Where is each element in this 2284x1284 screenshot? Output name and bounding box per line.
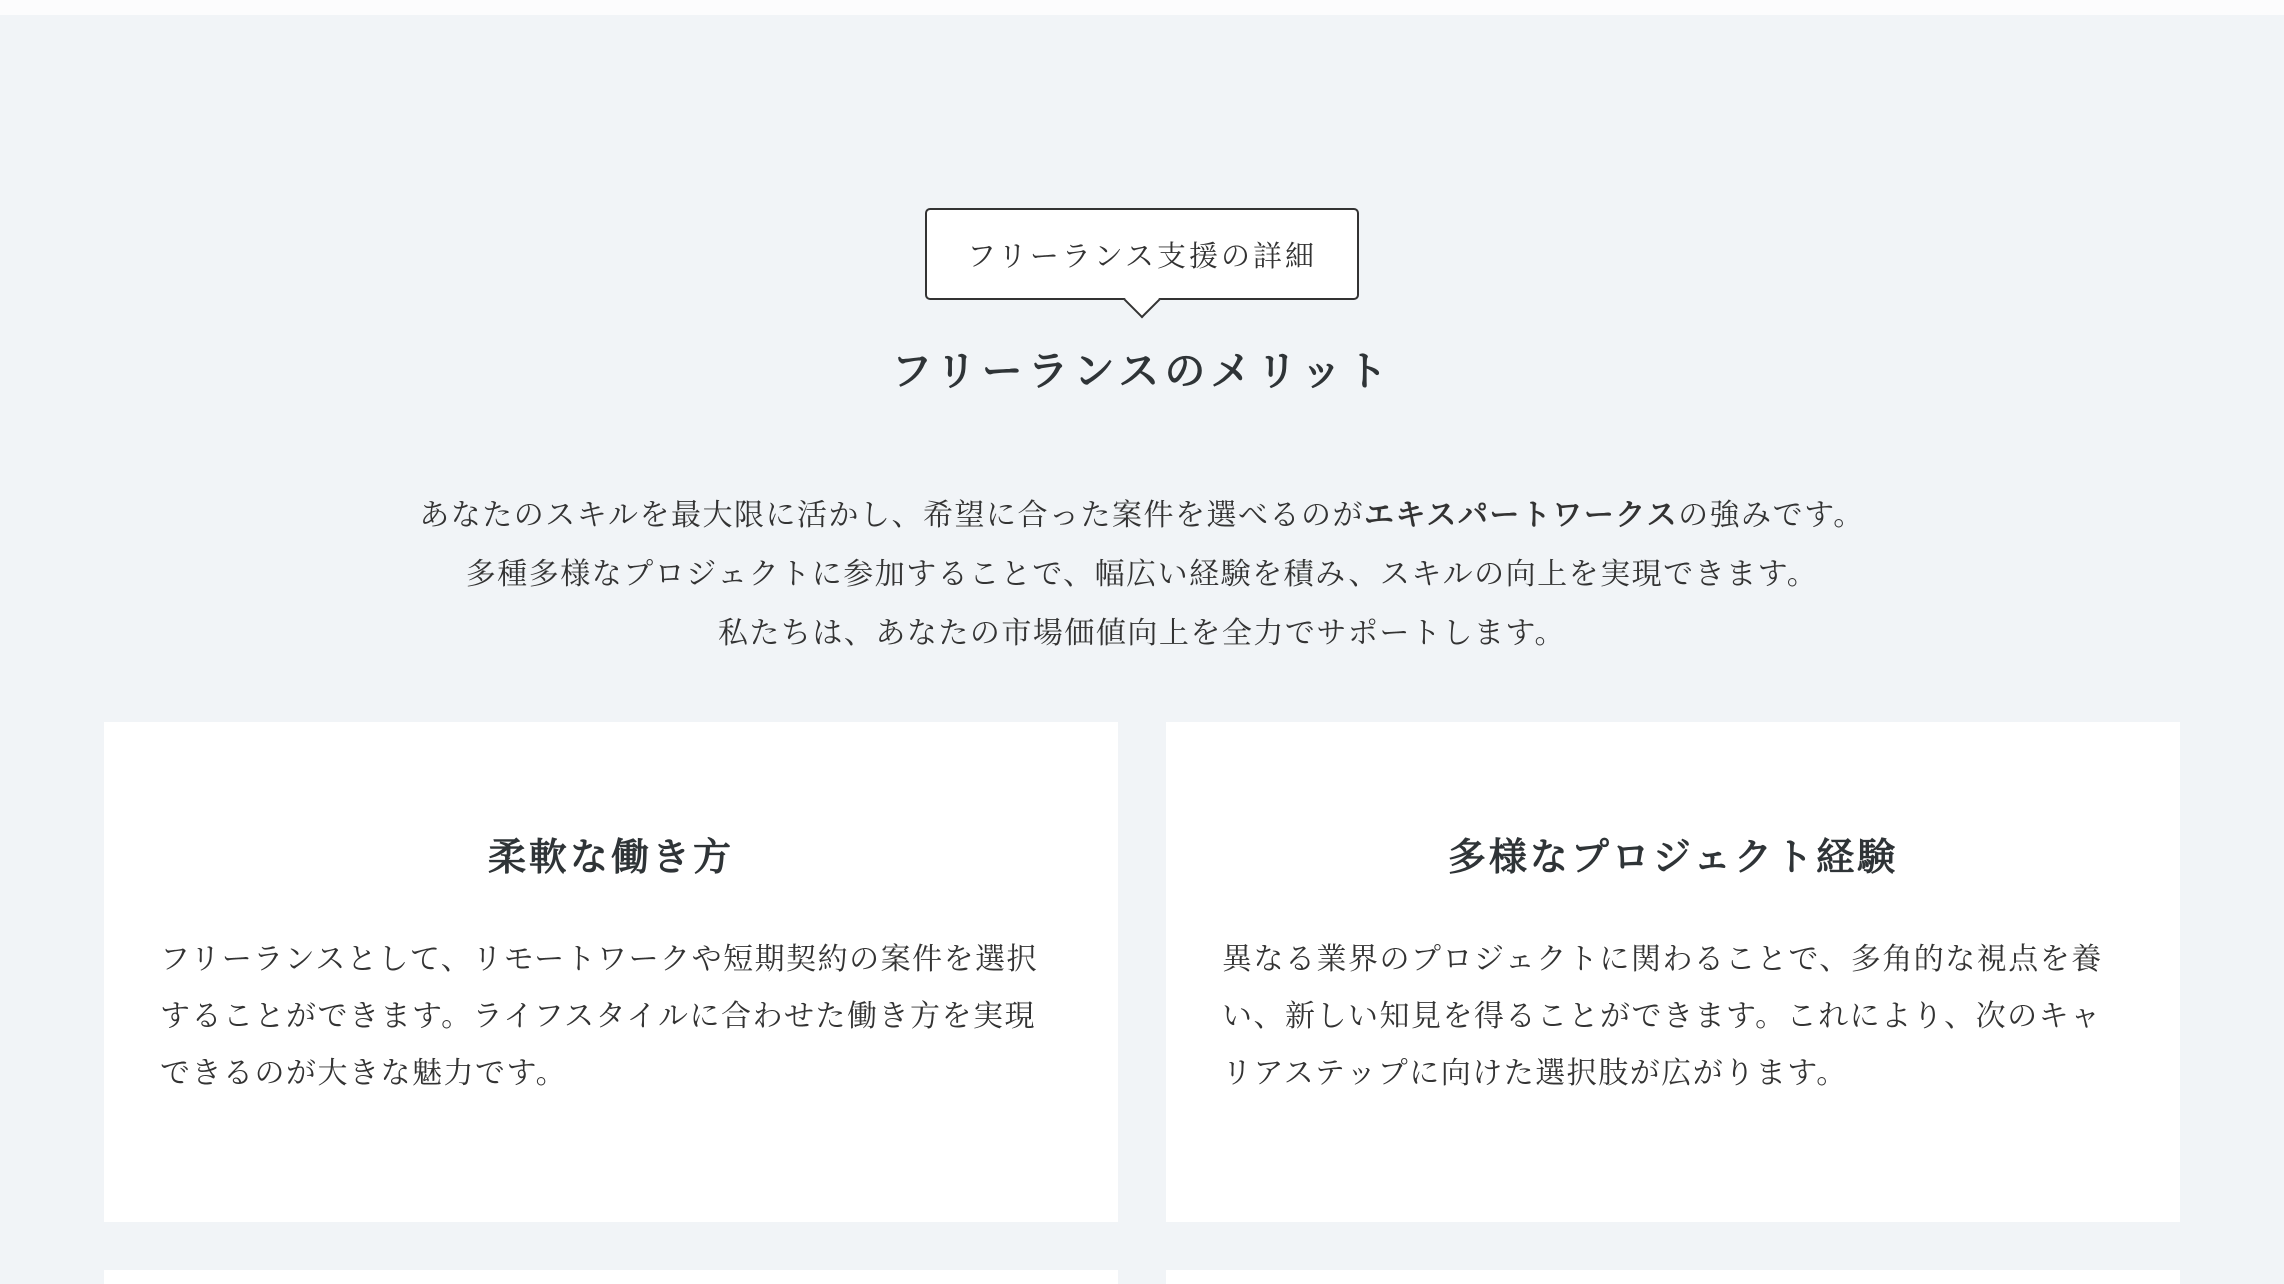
top-white-strip [0, 0, 2284, 15]
section-tagline-text: フリーランス支援の詳細 [967, 240, 1317, 273]
benefit-cards-grid [104, 722, 2180, 1284]
card-partial-left [104, 1270, 1118, 1284]
card-title: 柔軟な働き方 [487, 837, 734, 879]
intro-line-3: 私たちは、あなたの市場価値向上を全力でサポートします。 [717, 617, 1567, 650]
intro-line-2: 多種多様なプロジェクトに参加することで、幅広い経験を積み、スキルの向上を実現できます。 [465, 558, 1819, 591]
intro-line-1-pre: あなたのスキルを最大限に活かし、希望に合った案件を選べるのが [419, 499, 1364, 532]
section-tagline-bubble [925, 208, 1359, 300]
card-body: 異なる業界のプロジェクトに関わることで、多角的な視点を養い、新しい知見を得ることができます。これにより、次のキャリアステップに向けた選択肢が広がります。 [1222, 943, 2103, 1090]
card-flexible-workstyle [104, 722, 1118, 1222]
intro-line-1-post: の強みです。 [1678, 499, 1865, 532]
card-body: フリーランスとして、リモートワークや短期契約の案件を選択することができます。ライフスタイルに合わせた働き方を実現できるのが大きな魅力です。 [160, 943, 1039, 1090]
card-partial-right [1166, 1270, 2180, 1284]
bubble-pointer-down-icon [1124, 282, 1161, 319]
section-heading: フリーランスのメリット [891, 348, 1393, 394]
card-title: 多様なプロジェクト経験 [1447, 837, 1899, 879]
intro-line-1 [0, 486, 2284, 545]
card-diverse-projects [1166, 722, 2180, 1222]
intro-line-1-brand-bold: エキスパートワークス [1363, 499, 1679, 532]
section-intro [0, 486, 2284, 663]
